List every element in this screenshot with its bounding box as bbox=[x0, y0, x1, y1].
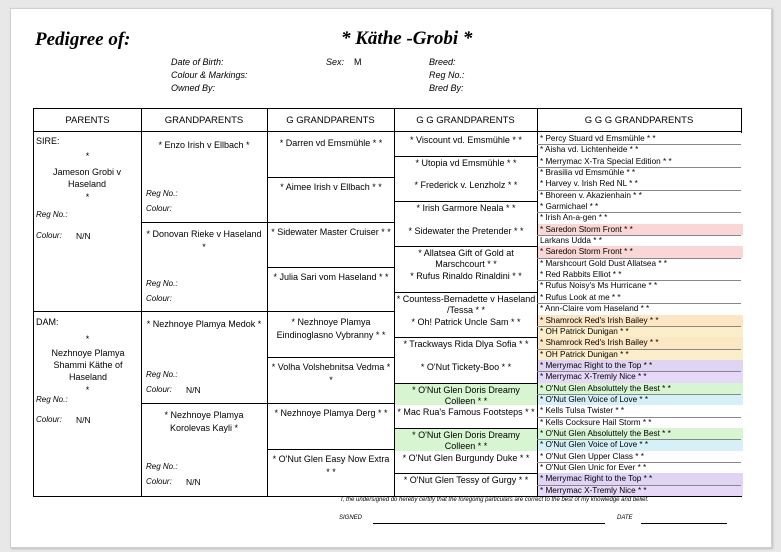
ggg-divider bbox=[537, 235, 741, 236]
ggg-grandparent-name: * Rufus Noisy's Ms Hurricane * * bbox=[538, 280, 743, 291]
grandparent-colour-label: Colour: bbox=[146, 385, 172, 394]
ggg-grandparent-name: * Kells Tulsa Twister * * bbox=[538, 405, 743, 416]
ggg-divider bbox=[537, 190, 741, 191]
dam-star-top: * bbox=[85, 334, 90, 344]
grandparent-colour-label: Colour: bbox=[146, 294, 172, 303]
breed-label: Breed: bbox=[429, 57, 456, 67]
sex-value: M bbox=[354, 57, 362, 67]
signature-line[interactable] bbox=[373, 523, 605, 524]
ggg-divider bbox=[537, 439, 741, 440]
dob-label: Date of Birth: bbox=[171, 57, 224, 67]
pedigree-page bbox=[10, 8, 772, 548]
ggg-divider bbox=[537, 394, 741, 395]
ggg-grandparent-name: * O'Nut Glen Voice of Love * * bbox=[538, 394, 743, 405]
grandparent-reg-label: Reg No.: bbox=[146, 370, 178, 379]
ggg-grandparent-name: * Kells Cocksure Hail Storm * * bbox=[538, 417, 743, 428]
grandparent-colour-value: N/N bbox=[186, 385, 201, 395]
reg-no-label: Reg No.: bbox=[429, 70, 465, 80]
grandparent-name: * Nezhnoye Plamya Medok * bbox=[146, 319, 262, 329]
grandparent-colour-label: Colour: bbox=[146, 477, 172, 486]
ggg-grandparent-name: * Merrymac Right to the Top * * bbox=[538, 360, 743, 371]
colour-markings-label: Colour & Markings: bbox=[171, 70, 248, 80]
gg-grandparent-name: * O'Nut Glen Doris Dreamy Colleen * * bbox=[412, 429, 520, 451]
g-grandparent-name: * Sidewater Master Cruiser * * bbox=[271, 227, 391, 237]
grandparent-name: * Nezhnoye Plamya Korolevas Kayli * bbox=[164, 410, 244, 433]
ggg-grandparent-name: * Percy Stuard vd Emsmühle * * bbox=[538, 133, 743, 144]
sire-label: SIRE: bbox=[36, 136, 60, 146]
ggg-grandparent-name: * Bhoreen v. Akazienhain * * bbox=[538, 190, 743, 201]
g-grandparent-name: * Aimee Irish v Ellbach * * bbox=[280, 182, 382, 192]
gg-grandparent-name: * Trackways Rida Dlya Sofia * * bbox=[403, 339, 529, 350]
ggg-divider bbox=[537, 212, 741, 213]
ggg-grandparent-name: * Red Rabbits Elliot * * bbox=[538, 269, 743, 280]
ggg-divider bbox=[537, 303, 741, 304]
gg-grandparent-name: * O'Nut Glen Burgundy Duke * * bbox=[402, 452, 530, 463]
header-parents: PARENTS bbox=[65, 115, 110, 126]
dam-colour-value: N/N bbox=[76, 415, 91, 425]
sire-colour-value: N/N bbox=[76, 231, 91, 241]
grandparent-name: * Enzo Irish v Ellbach * bbox=[158, 140, 250, 150]
ggg-grandparent-name: * Saredon Storm Front * * bbox=[538, 246, 743, 257]
sire-star-top: * bbox=[85, 151, 90, 161]
ggg-divider bbox=[537, 417, 741, 418]
dam-label: DAM: bbox=[36, 317, 59, 327]
gg-grandparent-name: * Allatsea Gift of Gold at Marschcourt * * bbox=[418, 248, 514, 270]
ggg-divider bbox=[537, 349, 741, 350]
header-gg-grandparents: G G GRANDPARENTS bbox=[416, 115, 515, 126]
ggg-grandparent-name: * Brasilia vd Emsmühle * * bbox=[538, 167, 743, 178]
grandparent-reg-label: Reg No.: bbox=[146, 189, 178, 198]
grandparent-name: * Donovan Rieke v Haseland * bbox=[146, 229, 262, 252]
ggg-divider bbox=[537, 280, 741, 281]
ggg-grandparent-name: * Garmichael * * bbox=[538, 201, 743, 212]
ggg-grandparent-name: * O'Nut Glen Absoluttely the Best * * bbox=[538, 428, 743, 439]
gg-grandparent-name: * Rufus Rinaldo Rinaldini * * bbox=[410, 271, 522, 282]
grandparent-colour-label: Colour: bbox=[146, 204, 172, 213]
dam-star-bottom: * bbox=[85, 385, 90, 395]
gg-grandparent-name: * Oh! Patrick Uncle Sam * * bbox=[411, 316, 521, 327]
ggg-grandparent-name: * Shamrock Red's Irish Bailey * * bbox=[538, 337, 743, 348]
ggg-grandparent-name: * OH Patrick Dunigan * * bbox=[538, 349, 743, 360]
gg-grandparent-name: * Sidewater the Pretender * * bbox=[408, 225, 524, 236]
sire-reg-label: Reg No.: bbox=[36, 210, 68, 219]
sex-label: Sex: bbox=[326, 57, 345, 67]
ggg-grandparent-name: * Shamrock Red's Irish Bailey * * bbox=[538, 315, 743, 326]
gg-grandparent-name: * Irish Garmore Neala * * bbox=[416, 203, 516, 214]
g-grandparent-name: * Julia Sari vom Haseland * * bbox=[273, 272, 389, 282]
sire-star-bottom: * bbox=[85, 192, 90, 202]
owned-by-label: Owned By: bbox=[171, 83, 216, 93]
gg-grandparent-name: * O'Nut Glen Tessy of Gurgy * * bbox=[403, 475, 529, 486]
date-line[interactable] bbox=[641, 523, 727, 524]
ggg-grandparent-name: * O'Nut Glen Upper Class * * bbox=[538, 451, 743, 462]
ggg-divider bbox=[537, 371, 741, 372]
ggg-grandparent-name: * Merrymac Right to the Top * * bbox=[538, 473, 743, 484]
ggg-grandparent-name: * Aisha vd. Lichtenheide * * bbox=[538, 144, 743, 155]
signed-label: SIGNED bbox=[339, 515, 363, 521]
gg-grandparent-name: * O'Nut Glen Doris Dreamy Colleen * * bbox=[412, 384, 520, 406]
dam-name: Nezhnoye Plamya Shammi Käthe of Haseland bbox=[51, 348, 125, 382]
ggg-grandparent-name: * O'Nut Glen Unic for Ever * * bbox=[538, 462, 743, 473]
gg-grandparent-name: * Countess-Bernadette v Haseland /Tessa * * bbox=[396, 293, 536, 315]
ggg-grandparent-name: * Irish An-a-gen * * bbox=[538, 212, 743, 223]
header-ggg-grandparents: G G G GRANDPARENTS bbox=[584, 115, 694, 126]
sire-name: Jameson Grobi v Haseland bbox=[52, 167, 122, 189]
ggg-divider bbox=[537, 326, 741, 327]
ggg-grandparent-name: * Rufus Look at me * * bbox=[538, 292, 743, 303]
bred-by-label: Bred By: bbox=[429, 83, 464, 93]
ggg-grandparent-name: Larkans Udda * * bbox=[538, 235, 743, 246]
ggg-grandparent-name: * Merrymac X-Tremly Nice * * bbox=[538, 371, 743, 382]
ggg-divider bbox=[537, 144, 741, 145]
header-grandparents: GRANDPARENTS bbox=[164, 115, 244, 126]
ggg-divider bbox=[537, 485, 741, 486]
dog-name-title: * Käthe -Grobi * bbox=[341, 28, 473, 49]
certify-statement: I, the undersigned do hereby certify that the foregoing particulars are correct to the best of my knowledge and belief. bbox=[341, 497, 649, 503]
grandparent-colour-value: N/N bbox=[186, 477, 201, 487]
ggg-divider bbox=[537, 462, 741, 463]
g-grandparent-name: * Nezhnoye Plamya Eindinoglasno Vybranny * * bbox=[276, 317, 386, 340]
gg-grandparent-name: * Utopia vd Emsmühle * * bbox=[415, 157, 517, 168]
grandparent-reg-label: Reg No.: bbox=[146, 462, 178, 471]
ggg-grandparent-name: * Ann-Claire vom Haseland * * bbox=[538, 303, 743, 314]
ggg-divider bbox=[537, 167, 741, 168]
g-grandparent-name: * Darren vd Emsmühle * * bbox=[279, 138, 383, 148]
ggg-grandparent-name: * OH Patrick Dunigan * * bbox=[538, 326, 743, 337]
g-grandparent-name: * Nezhnoye Plamya Derg * * bbox=[274, 408, 388, 418]
ggg-grandparent-name: * Saredon Storm Front * * bbox=[538, 224, 743, 235]
gg-grandparent-name: * Frederick v. Lenzholz * * bbox=[414, 180, 518, 191]
gg-grandparent-name: * Mac Rua's Famous Footsteps * * bbox=[397, 407, 535, 418]
ggg-grandparent-name: * Merrymac X-Tra Special Edition * * bbox=[538, 156, 743, 167]
gg-grandparent-name: * O'Nut Tickety-Boo * * bbox=[420, 361, 512, 372]
col-g-grandparents bbox=[267, 109, 395, 496]
ggg-divider bbox=[537, 258, 741, 259]
g-grandparent-name: * O'Nut Glen Easy Now Extra * * bbox=[272, 454, 390, 477]
ggg-grandparent-name: * O'Nut Glen Absoluttely the Best * * bbox=[538, 383, 743, 394]
gg-grandparent-name: * Viscount vd. Emsmühle * * bbox=[410, 135, 522, 145]
grandparent-reg-label: Reg No.: bbox=[146, 279, 178, 288]
date-label: DATE bbox=[617, 515, 633, 521]
ggg-grandparent-name: * Marshcourt Gold Dust Allatsea * * bbox=[538, 258, 743, 269]
header-g-grandparents: G GRANDPARENTS bbox=[286, 115, 375, 126]
dam-reg-label: Reg No.: bbox=[36, 395, 68, 404]
sire-colour-label: Colour: bbox=[36, 231, 62, 240]
g-grandparent-name: * Volha Volshebnitsa Vedma * * bbox=[271, 362, 391, 385]
ggg-grandparent-name: * Harvey v. Irish Red NL * * bbox=[538, 178, 743, 189]
ggg-grandparent-name: * O'Nut Glen Voice of Love * * bbox=[538, 439, 743, 450]
ggg-grandparent-name: * Merrymac X-Tremly Nice * * bbox=[538, 485, 743, 496]
dam-colour-label: Colour: bbox=[36, 415, 62, 424]
pedigree-table bbox=[33, 108, 742, 497]
pedigree-label: Pedigree of: bbox=[35, 29, 131, 50]
